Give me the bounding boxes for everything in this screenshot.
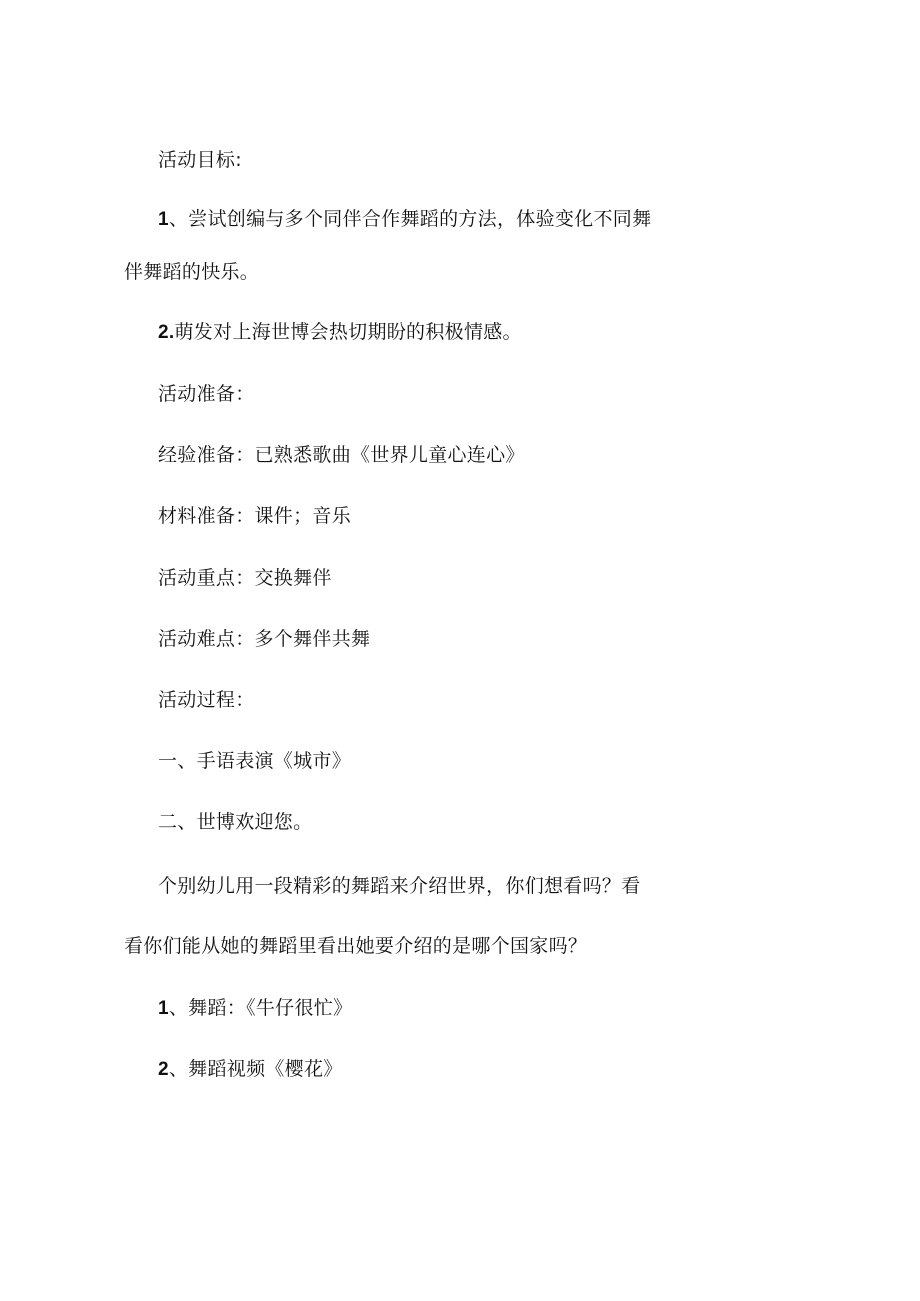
goal-2-number: 2.: [158, 322, 175, 343]
prep-experience-text: 经验准备：已熟悉歌曲《世界儿童心连心》: [158, 444, 525, 466]
step-1-text: 一、手语表演《城市》: [158, 750, 352, 772]
prep-heading-text: 活动准备：: [158, 383, 255, 405]
goal-1-text-continued: 伴舞蹈的快乐。: [124, 261, 260, 283]
dance-item-1: [158, 996, 352, 1021]
dance-item-2-text: 、舞蹈视频《樱花》: [168, 1058, 343, 1080]
step-1: [158, 749, 351, 773]
paragraph-line-1: [158, 874, 641, 898]
goal-1-line-2: [124, 260, 259, 284]
process-heading-text: 活动过程：: [158, 689, 255, 711]
difficulty-text: 活动难点：多个舞伴共舞: [158, 628, 371, 650]
goals-heading: [158, 148, 242, 172]
goal-1-text: 、尝试创编与多个同伴合作舞蹈的方法，体验变化不同舞: [168, 208, 652, 230]
dance-item-1-number: 1: [158, 998, 169, 1019]
paragraph-line-2: [124, 934, 587, 958]
goal-1-number: 1: [158, 209, 169, 230]
prep-material: [158, 504, 351, 528]
dance-item-2-number: 2: [158, 1059, 169, 1080]
key-point: [158, 566, 332, 590]
paragraph-text-continued: 看你们能从她的舞蹈里看出她要介绍的是哪个国家吗？: [124, 935, 588, 957]
dance-item-2: [158, 1057, 343, 1082]
step-2: [158, 810, 312, 834]
paragraph-text: 个别幼儿用一段精彩的舞蹈来介绍世界，你们想看吗？看: [158, 875, 641, 897]
goals-heading-text: 活动目标:: [158, 149, 242, 171]
dance-item-1-text: 、舞蹈：《牛仔很忙》: [168, 997, 353, 1019]
step-2-text: 二、世博欢迎您。: [158, 811, 313, 833]
goal-2: [158, 320, 522, 345]
process-heading: [158, 688, 255, 712]
goal-2-text: 萌发对上海世博会热切期盼的积极情感。: [174, 321, 522, 343]
goal-1-line-1: [158, 207, 651, 232]
prep-heading: [158, 382, 255, 406]
difficulty: [158, 627, 370, 651]
prep-experience: [158, 443, 525, 467]
prep-material-text: 材料准备：课件；音乐: [158, 505, 352, 527]
key-point-text: 活动重点：交换舞伴: [158, 567, 332, 589]
